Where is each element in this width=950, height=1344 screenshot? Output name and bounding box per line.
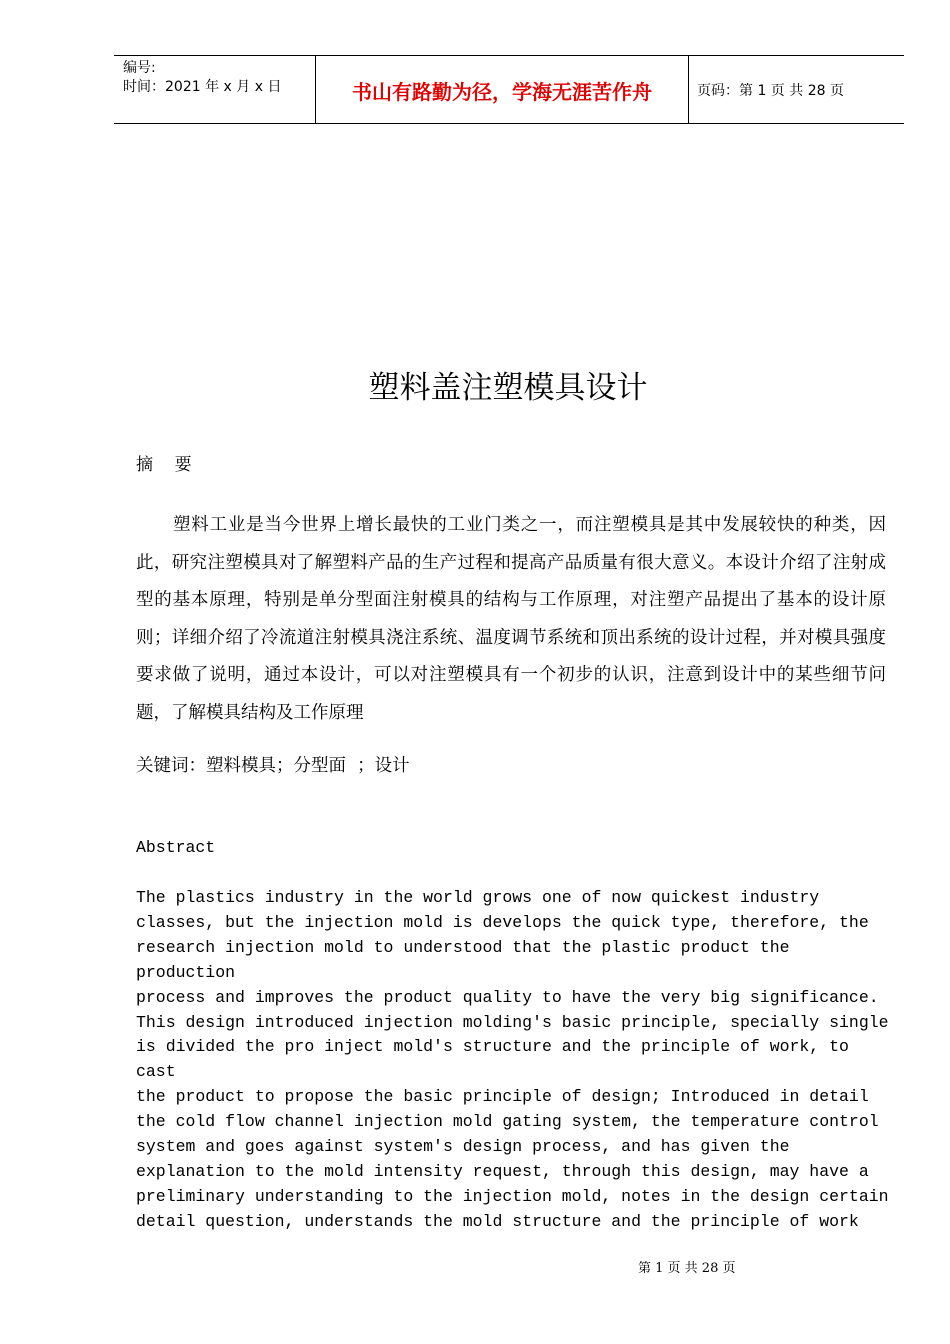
document-number-label: 编号: xyxy=(123,60,156,76)
document-time-label: 时间：2021 年 x 月 x 日 xyxy=(123,79,282,95)
page-footer-number: 第 1 页 共 28 页 xyxy=(638,1261,736,1276)
abstract-chinese-paragraph: 塑料工业是当今世界上增长最快的工业门类之一，而注塑模具是其中发展较快的种类，因此，研究注塑模具对了解塑料产品的生产过程和提高产品质量有很大意义。本设计介绍了注射成型的基本原理，特别是单分型面注射模具的结构与工作原理，对注塑产品提出了基本的设计原则；详细介绍了冷流道注射模具浇注系统、温度调节系统和顶出系统的设计过程，并对模具强度要求做了说明，通过本设计，可以对注塑模具有一个初步的认识，注意到设计中的某些细节问题，了解模具结构及工作原理 xyxy=(136,515,886,723)
header-motto-cell xyxy=(315,56,689,123)
document-title: 塑料盖注塑模具设计 xyxy=(368,370,648,406)
abstract-english-heading: Abstract xyxy=(136,838,216,857)
header-meta xyxy=(123,59,281,97)
abstract-english-paragraph: The plastics industry in the world grows one of now quickest industry classes, but the injection mold is develops the quick type, therefore, the research injection mold to understood that the plastic product the production process and improves the product quality to have the very big significance. This design introduced injection molding's basic principle, specially single is divided the pro inject mold's structure and the principle of work, to cast the product to propose the basic principle of design; Introduced in detail the cold flow channel injection mold gating system, the temperature control system and goes against system's design process, and has given the explanation to the mold intensity request, through this design, may have a preliminary understanding to the injection mold, notes in the design certain detail question, understands the mold structure and the principle of work xyxy=(136,888,889,1231)
abstract-heading: 摘 要 xyxy=(136,455,192,475)
header-page-info: 页码：第 1 页 共 28 页 xyxy=(697,83,844,99)
header-motto: 书山有路勤为径，学海无涯苦作舟 xyxy=(352,80,652,104)
page-header xyxy=(114,55,904,124)
keywords-line: 关键词：塑料模具；分型面 ；设计 xyxy=(136,756,410,776)
